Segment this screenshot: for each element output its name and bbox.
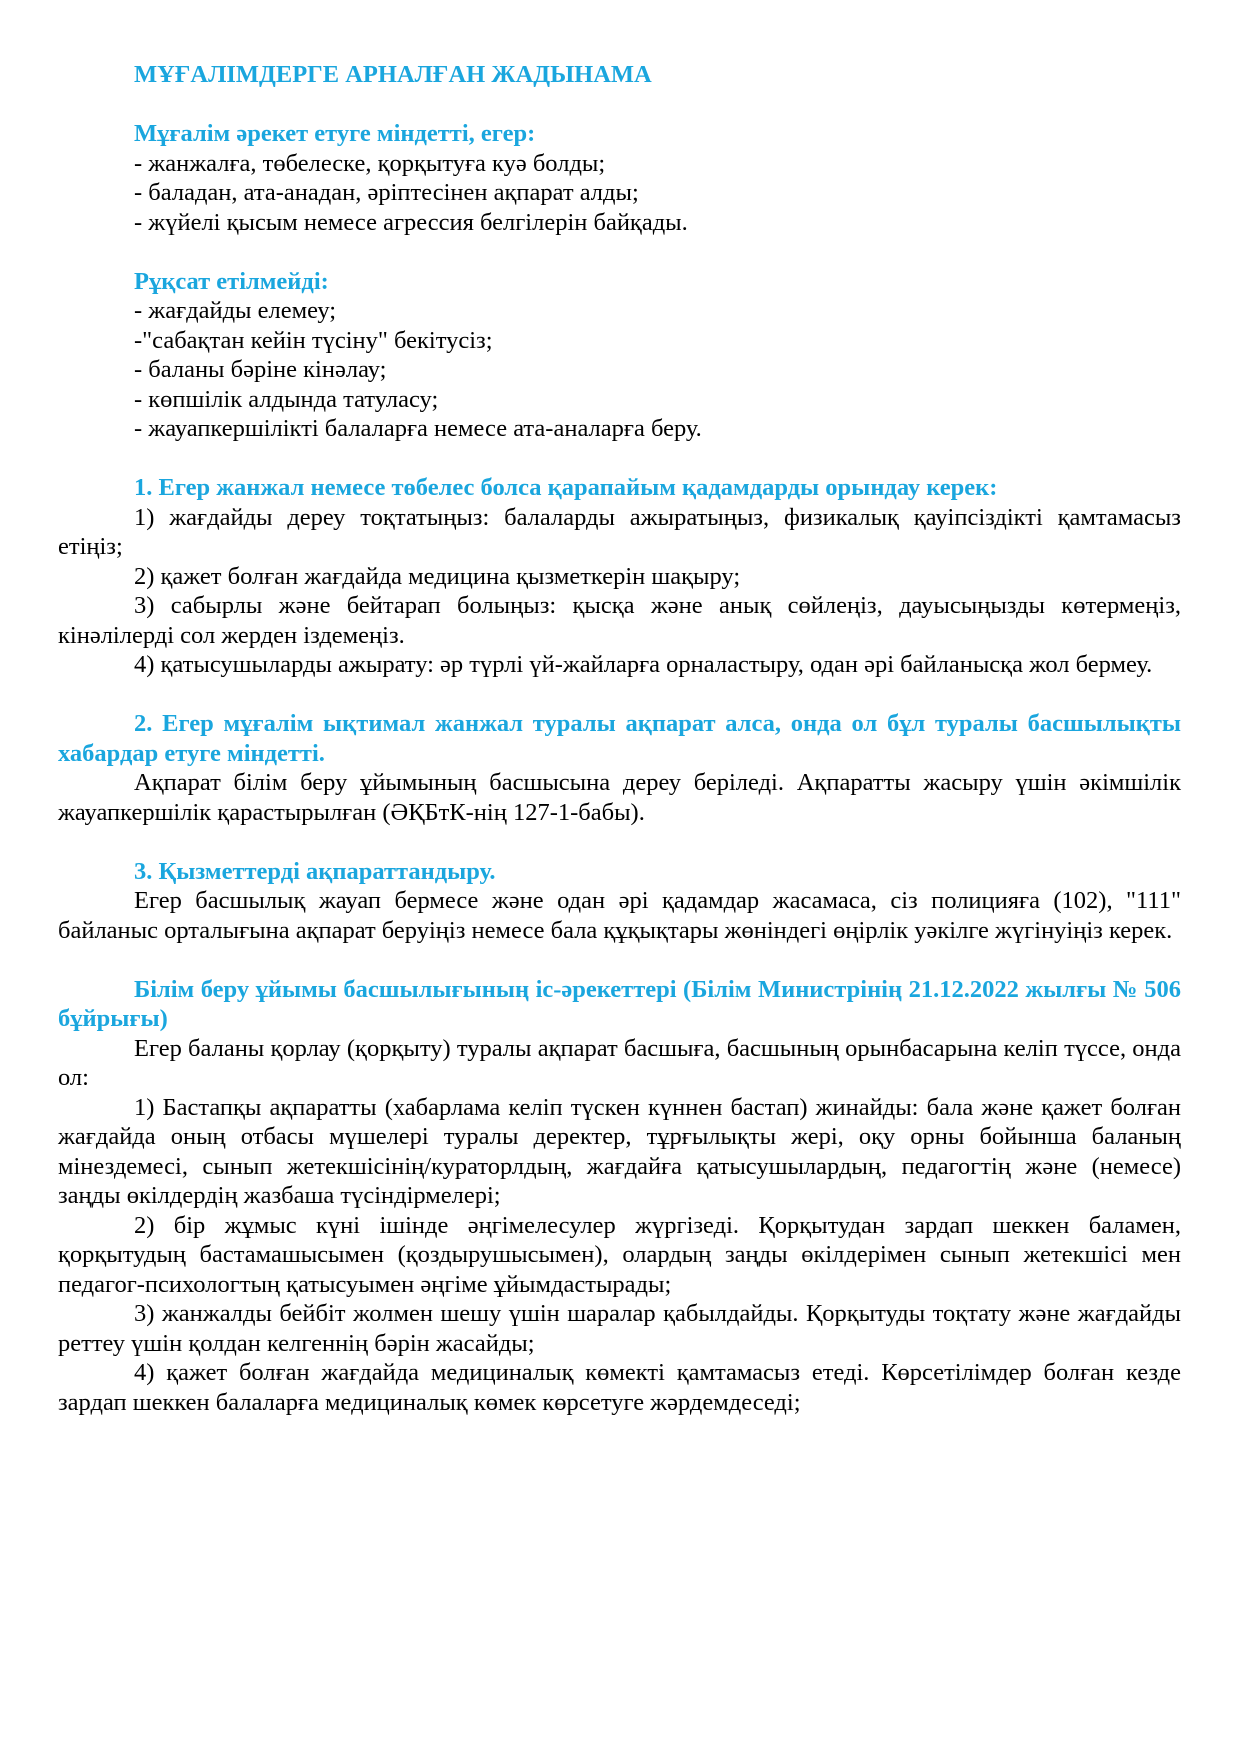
section-3-heading: 3. Қызметтерді ақпараттандыру. — [134, 857, 496, 885]
obligation-item: - жүйелі қысым немесе агрессия белгілерін байқады. — [134, 208, 688, 236]
document-page — [58, 60, 1181, 1417]
spacer — [58, 237, 1181, 267]
section-4-heading: Білім беру ұйымы басшылығының іс-әрекеттері (Білім Министрінің 21.12.2022 жылғы № 506 бұйрығы) — [58, 975, 1181, 1032]
section-2-paragraph: Ақпарат білім беру ұйымының басшысына дереу беріледі. Ақпаратты жасыру үшін әкімшілік жауапкершілік қарастырылған (ӘҚБтК-нің 127-1-бабы). — [58, 769, 1181, 826]
prohibited-item: - жағдайды елемеу; — [134, 297, 337, 324]
section-2-heading: 2. Егер мұғалім ықтимал жанжал туралы ақпарат алса, онда ол бұл туралы басшылықты хабардар етуге міндетті. — [58, 710, 1181, 767]
section-1-paragraph: 4) қатысушыларды ажырату: әр түрлі үй-жайларға орналастыру, одан әрі байланысқа жол бермеу. — [134, 651, 1153, 678]
section-4-paragraph: 1) Бастапқы ақпаратты (хабарлама келіп түскен күннен бастап) жинайды: бала және қажет болған жағдайда оның отбасы мүшелері туралы деректер, тұрғылықты жері, оқу орны бойынша баланың мінездемесі, сынып жетекшісінің/кураторлдың, жағдайға қатысушылардың, педагогтің және (немесе) заңды өкілдердің жазбаша түсіндірмелері; — [58, 1093, 1181, 1209]
section-1-paragraph: 2) қажет болған жағдайда медицина қызметкерін шақыру; — [134, 562, 741, 590]
prohibited-item: - жауапкершілікті балаларға немесе ата-аналарға беру. — [134, 415, 702, 442]
prohibited-item: - көпшілік алдында татуласу; — [134, 385, 439, 413]
section-4-paragraph: 4) қажет болған жағдайда медициналық көмекті қамтамасыз етеді. Көрсетілімдер болған кезде зардап шеккен балаларға медициналық көмек көрсетуге жәрдемдеседі; — [58, 1359, 1181, 1416]
section-1-heading: 1. Егер жанжал немесе төбелес болса қарапайым қадамдарды орындау керек: — [134, 474, 998, 501]
spacer — [58, 680, 1181, 710]
prohibited-heading: Рұқсат етілмейді: — [134, 267, 329, 295]
obligation-item: - жанжалға, төбелеске, қорқытуға куә болды; — [134, 149, 606, 177]
section-1-paragraph: 1) жағдайды дереу тоқтатыңыз: балаларды ажыратыңыз, физикалық қауіпсіздікті қамтамасыз етіңіз; — [58, 503, 1181, 560]
obligation-item: - баладан, ата-анадан, әріптесінен ақпарат алды; — [134, 179, 639, 206]
spacer — [58, 90, 1181, 120]
spacer — [58, 945, 1181, 975]
prohibited-item: - баланы бәріне кінәлау; — [134, 356, 387, 383]
section-4-paragraph: 2) бір жұмыс күні ішінде әңгімелесулер жүргізеді. Қорқытудан зардап шеккен баламен, қорқытудың бастамашысымен (қоздырушысымен), олардың заңды өкілдерімен сынып жетекшісі мен педагог-психологтың қатысуымен әңгіме ұйымдастырады; — [58, 1211, 1181, 1298]
prohibited-item: -"сабақтан кейін түсіну" бекітусіз; — [134, 326, 493, 354]
section-4-paragraph: 3) жанжалды бейбіт жолмен шешу үшін шаралар қабылдайды. Қорқытуды тоқтату және жағдайды реттеу үшін қолдан келгеннің бәрін жасайды; — [58, 1300, 1181, 1357]
section-3-paragraph: Егер басшылық жауап бермесе және одан әрі қадамдар жасамаса, сіз полицияға (102), "111" байланыс орталығына ақпарат беруіңіз немесе бала құқықтары жөніндегі өңірлік уәкілге жүгінуіңіз керек. — [58, 887, 1181, 944]
document-title: МҰҒАЛІМДЕРГЕ АРНАЛҒАН ЖАДЫНАМА — [134, 61, 652, 88]
section-4-paragraph: Егер баланы қорлау (қорқыту) туралы ақпарат басшыға, басшының орынбасарына келіп түссе, онда ол: — [58, 1034, 1181, 1091]
spacer — [58, 444, 1181, 474]
obligation-heading: Мұғалім әрекет етуге міндетті, егер: — [134, 120, 536, 147]
section-1-paragraph: 3) сабырлы және бейтарап болыңыз: қысқа және анық сөйлеңіз, дауысыңызды көтермеңіз, кінәлілерді сол жерден іздемеңіз. — [58, 592, 1181, 649]
spacer — [58, 827, 1181, 857]
